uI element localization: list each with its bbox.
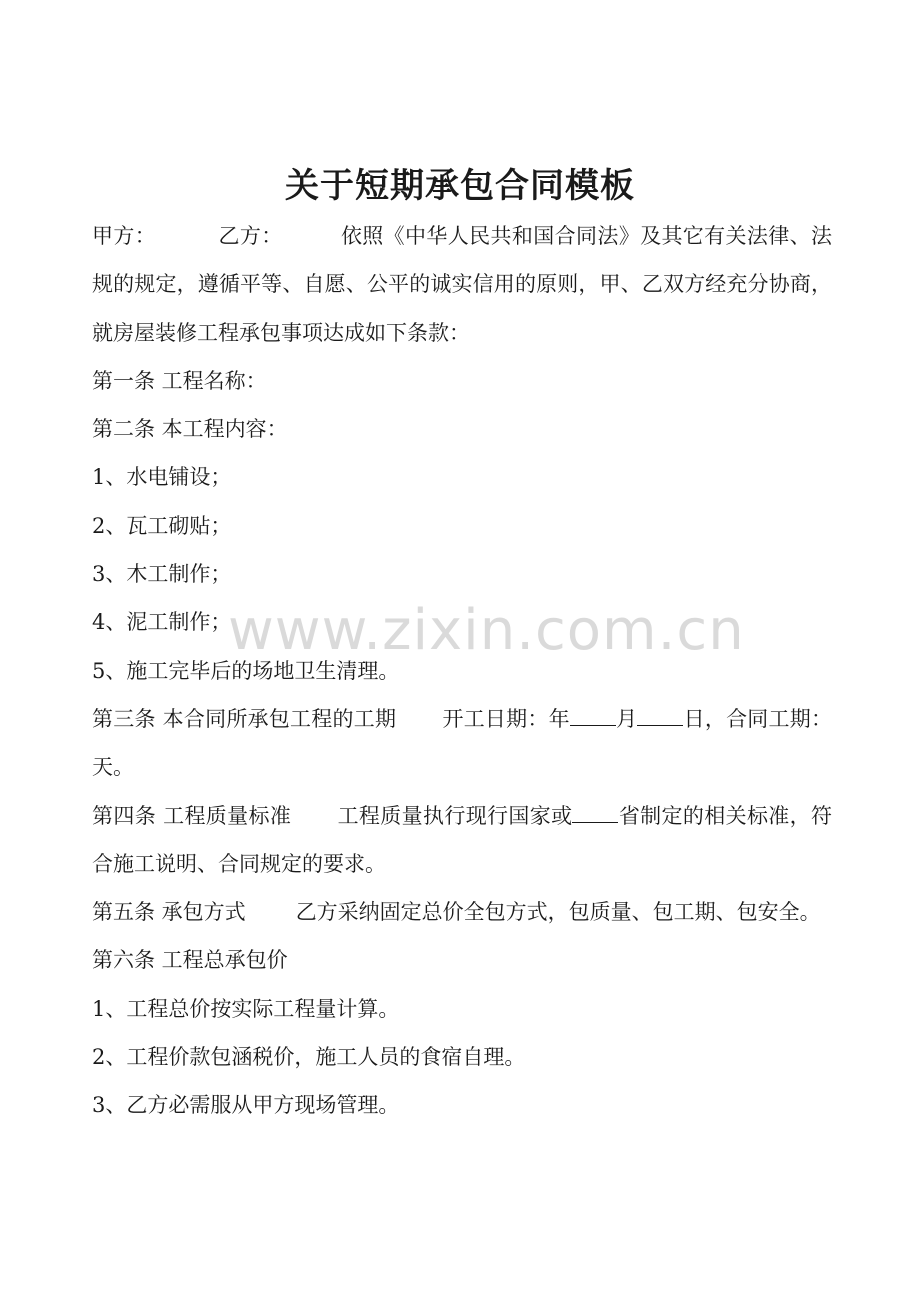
article-4-text-after: 省制定的相关标准，符合施工说明、合同规定的要求。 — [92, 803, 833, 876]
article-6: 第六条 工程总承包价 — [92, 948, 288, 973]
article-2: 第二条 本工程内容： — [92, 417, 288, 442]
month-blank — [570, 705, 616, 726]
month-label: 月 — [615, 706, 638, 731]
article-5-text: 乙方采纳固定总价全包方式，包质量、包工期、包安全。 — [295, 900, 821, 925]
article-4-text-before: 工程质量执行现行国家或 — [337, 803, 573, 828]
intro-paragraph — [92, 212, 832, 357]
watermark-text: www.zixin.com.cn — [228, 598, 745, 663]
article-2-item-3: 3、木工制作； — [92, 562, 232, 587]
article-6-item-3: 3、乙方必需服从甲方现场管理。 — [92, 1093, 400, 1118]
article-4-heading: 第四条 工程质量标准 — [92, 803, 292, 828]
article-2-item-2: 2、瓦工砌贴； — [92, 513, 232, 538]
article-2-item-1: 1、水电铺设； — [92, 465, 232, 490]
day-text: 日，合同工期： — [683, 706, 833, 731]
day-blank — [637, 705, 683, 726]
document-title: 关于短期承包合同模板 — [285, 166, 635, 206]
article-5 — [92, 888, 832, 936]
party-b-label: 乙方： — [218, 224, 283, 248]
document-body — [92, 212, 832, 1130]
days-label: 天。 — [92, 755, 134, 780]
article-5-heading: 第五条 承包方式 — [92, 900, 246, 925]
article-3-heading: 第三条 本合同所承包工程的工期 — [92, 706, 397, 731]
intro-text: 依照《中华人民共和国合同法》及其它有关法律、法规的规定，遵循平等、自愿、公平的诚实信用的原则，甲、乙双方经充分协商，就房屋装修工程承包事项达成如下条款： — [92, 224, 833, 345]
article-6-item-1: 1、工程总价按实际工程量计算。 — [92, 996, 400, 1021]
article-2-item-5: 5、施工完毕后的场地卫生清理。 — [92, 658, 400, 683]
party-a-label: 甲方： — [92, 224, 157, 248]
article-1: 第一条 工程名称： — [92, 368, 267, 393]
article-3 — [92, 695, 832, 792]
province-blank — [572, 802, 618, 823]
article-4 — [92, 792, 832, 889]
article-6-item-2: 2、工程价款包涵税价，施工人员的食宿自理。 — [92, 1045, 526, 1070]
start-date-label: 开工日期：年 — [442, 706, 570, 731]
article-2-item-4: 4、泥工制作； — [92, 610, 232, 635]
